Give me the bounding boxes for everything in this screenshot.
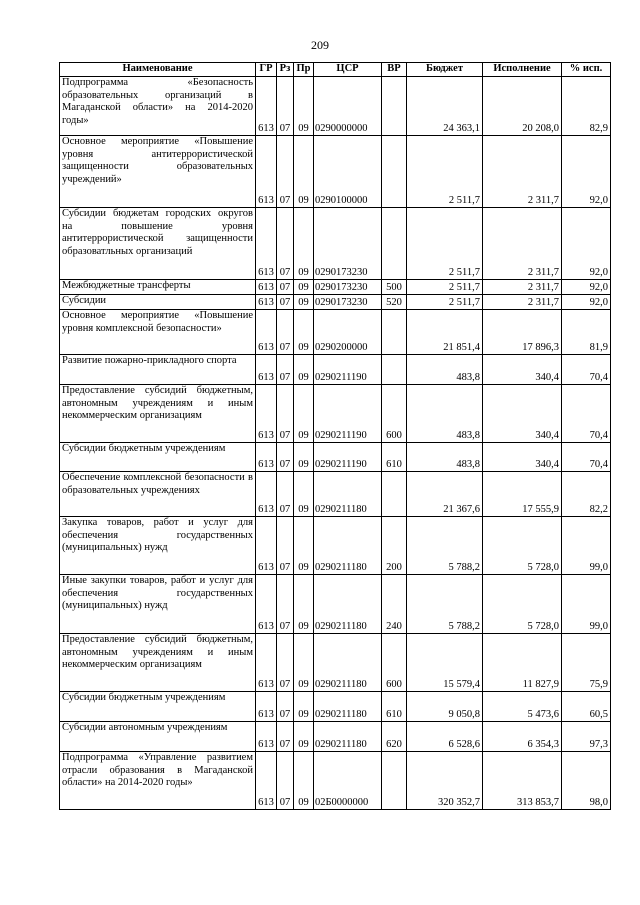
cell-execution: 340,4	[483, 385, 562, 443]
cell-vr: 610	[382, 443, 407, 472]
cell-pr: 09	[294, 634, 314, 692]
cell-pr: 09	[294, 722, 314, 752]
cell-budget: 2 511,7	[407, 208, 483, 280]
cell-budget: 2 511,7	[407, 295, 483, 310]
table-row	[60, 355, 611, 385]
cell-gr: 613	[256, 575, 277, 634]
cell-execution: 2 311,7	[483, 280, 562, 295]
cell-execution: 2 311,7	[483, 295, 562, 310]
cell-name: Подпрограмма «Управление развитием отрасли образования в Магаданской области» на 2014-2020 годы»	[60, 752, 256, 810]
cell-pr: 09	[294, 355, 314, 385]
cell-percent: 70,4	[562, 355, 611, 385]
cell-pr: 09	[294, 280, 314, 295]
cell-name: Межбюджетные трансферты	[60, 280, 256, 295]
header-gr: ГР	[256, 63, 277, 77]
cell-gr: 613	[256, 385, 277, 443]
cell-rz: 07	[277, 575, 294, 634]
table-row	[60, 722, 611, 752]
cell-budget: 483,8	[407, 355, 483, 385]
cell-csr: 0290173230	[314, 280, 382, 295]
table-row	[60, 310, 611, 355]
cell-execution: 20 208,0	[483, 77, 562, 136]
cell-csr: 0290000000	[314, 77, 382, 136]
cell-budget: 5 788,2	[407, 517, 483, 575]
cell-csr: 0290100000	[314, 136, 382, 208]
table-row	[60, 634, 611, 692]
cell-percent: 92,0	[562, 136, 611, 208]
cell-name: Субсидии	[60, 295, 256, 310]
cell-vr	[382, 752, 407, 810]
header-rz: Рз	[277, 63, 294, 77]
cell-percent: 75,9	[562, 634, 611, 692]
cell-execution: 2 311,7	[483, 136, 562, 208]
cell-percent: 92,0	[562, 208, 611, 280]
cell-rz: 07	[277, 310, 294, 355]
cell-rz: 07	[277, 355, 294, 385]
cell-csr: 0290211190	[314, 443, 382, 472]
cell-gr: 613	[256, 295, 277, 310]
cell-vr: 600	[382, 634, 407, 692]
cell-vr: 500	[382, 280, 407, 295]
cell-percent: 99,0	[562, 575, 611, 634]
cell-gr: 613	[256, 517, 277, 575]
cell-execution: 5 728,0	[483, 517, 562, 575]
cell-vr	[382, 472, 407, 517]
cell-rz: 07	[277, 472, 294, 517]
cell-budget: 483,8	[407, 385, 483, 443]
cell-csr: 0290211180	[314, 634, 382, 692]
table-row	[60, 295, 611, 310]
cell-vr	[382, 136, 407, 208]
cell-csr: 0290211190	[314, 385, 382, 443]
header-vr: ВР	[382, 63, 407, 77]
cell-name: Субсидии автономным учреждениям	[60, 722, 256, 752]
cell-name: Закупка товаров, работ и услуг для обеспечения государственных (муниципальных) нужд	[60, 517, 256, 575]
cell-csr: 0290211180	[314, 472, 382, 517]
table-row	[60, 692, 611, 722]
cell-gr: 613	[256, 355, 277, 385]
table-row	[60, 77, 611, 136]
header-row	[60, 63, 611, 77]
cell-rz: 07	[277, 77, 294, 136]
cell-gr: 613	[256, 310, 277, 355]
cell-pr: 09	[294, 575, 314, 634]
cell-csr: 0290173230	[314, 295, 382, 310]
cell-budget: 2 511,7	[407, 280, 483, 295]
cell-budget: 483,8	[407, 443, 483, 472]
cell-csr: 0290211180	[314, 517, 382, 575]
cell-vr	[382, 77, 407, 136]
header-budget: Бюджет	[407, 63, 483, 77]
table-row	[60, 443, 611, 472]
table-row	[60, 280, 611, 295]
cell-pr: 09	[294, 77, 314, 136]
cell-gr: 613	[256, 77, 277, 136]
cell-rz: 07	[277, 752, 294, 810]
table-row	[60, 208, 611, 280]
header-percent: % исп.	[562, 63, 611, 77]
table-row	[60, 517, 611, 575]
table-header	[60, 63, 611, 77]
cell-name: Субсидии бюджетным учреждениям	[60, 692, 256, 722]
table-row	[60, 385, 611, 443]
cell-name: Предоставление субсидий бюджетным, автономным учреждениям и иным некоммерческим организациям	[60, 385, 256, 443]
cell-gr: 613	[256, 472, 277, 517]
cell-percent: 60,5	[562, 692, 611, 722]
cell-csr: 0290211180	[314, 575, 382, 634]
cell-name: Предоставление субсидий бюджетным, автономным учреждениям и иным некоммерческим организациям	[60, 634, 256, 692]
cell-vr: 610	[382, 692, 407, 722]
table-row	[60, 136, 611, 208]
cell-pr: 09	[294, 385, 314, 443]
cell-csr: 0290173230	[314, 208, 382, 280]
cell-budget: 6 528,6	[407, 722, 483, 752]
cell-gr: 613	[256, 208, 277, 280]
cell-execution: 340,4	[483, 355, 562, 385]
cell-percent: 92,0	[562, 280, 611, 295]
cell-name: Иные закупки товаров, работ и услуг для обеспечения государственных (муниципальных) нужд	[60, 575, 256, 634]
cell-csr: 0290200000	[314, 310, 382, 355]
cell-pr: 09	[294, 517, 314, 575]
cell-rz: 07	[277, 280, 294, 295]
table-row	[60, 752, 611, 810]
cell-pr: 09	[294, 310, 314, 355]
cell-percent: 99,0	[562, 517, 611, 575]
cell-percent: 82,9	[562, 77, 611, 136]
cell-rz: 07	[277, 634, 294, 692]
table-row	[60, 575, 611, 634]
cell-execution: 17 896,3	[483, 310, 562, 355]
cell-vr	[382, 310, 407, 355]
cell-rz: 07	[277, 385, 294, 443]
cell-gr: 613	[256, 443, 277, 472]
cell-name: Основное мероприятие «Повышение уровня комплексной безопасности»	[60, 310, 256, 355]
cell-gr: 613	[256, 752, 277, 810]
cell-execution: 17 555,9	[483, 472, 562, 517]
cell-name: Подпрограмма «Безопасность образовательных организаций в Магаданской области» на 2014-2020 годы»	[60, 77, 256, 136]
cell-gr: 613	[256, 634, 277, 692]
table-body	[60, 77, 611, 810]
header-name: Наименование	[60, 63, 256, 77]
cell-execution: 2 311,7	[483, 208, 562, 280]
cell-gr: 613	[256, 280, 277, 295]
cell-execution: 5 728,0	[483, 575, 562, 634]
cell-rz: 07	[277, 517, 294, 575]
cell-execution: 313 853,7	[483, 752, 562, 810]
header-pr: Пр	[294, 63, 314, 77]
cell-budget: 21 367,6	[407, 472, 483, 517]
cell-vr	[382, 208, 407, 280]
cell-execution: 340,4	[483, 443, 562, 472]
cell-pr: 09	[294, 443, 314, 472]
header-csr: ЦСР	[314, 63, 382, 77]
cell-percent: 70,4	[562, 443, 611, 472]
cell-pr: 09	[294, 692, 314, 722]
cell-pr: 09	[294, 136, 314, 208]
cell-rz: 07	[277, 136, 294, 208]
cell-budget: 15 579,4	[407, 634, 483, 692]
cell-pr: 09	[294, 472, 314, 517]
cell-vr: 200	[382, 517, 407, 575]
cell-csr: 02Б0000000	[314, 752, 382, 810]
cell-vr	[382, 355, 407, 385]
cell-vr: 600	[382, 385, 407, 443]
cell-execution: 5 473,6	[483, 692, 562, 722]
cell-percent: 70,4	[562, 385, 611, 443]
cell-gr: 613	[256, 136, 277, 208]
cell-rz: 07	[277, 295, 294, 310]
cell-rz: 07	[277, 722, 294, 752]
cell-budget: 5 788,2	[407, 575, 483, 634]
cell-percent: 81,9	[562, 310, 611, 355]
cell-budget: 21 851,4	[407, 310, 483, 355]
cell-budget: 24 363,1	[407, 77, 483, 136]
cell-name: Основное мероприятие «Повышение уровня антитеррористической защищенности образовательных учреждений»	[60, 136, 256, 208]
cell-csr: 0290211180	[314, 692, 382, 722]
cell-budget: 320 352,7	[407, 752, 483, 810]
cell-csr: 0290211190	[314, 355, 382, 385]
cell-name: Обеспечение комплексной безопасности в образовательных учреждениях	[60, 472, 256, 517]
cell-csr: 0290211180	[314, 722, 382, 752]
table-row	[60, 472, 611, 517]
cell-rz: 07	[277, 208, 294, 280]
page-number: 209	[311, 38, 329, 52]
header-execution: Исполнение	[483, 63, 562, 77]
cell-vr: 240	[382, 575, 407, 634]
budget-table	[59, 62, 611, 810]
cell-execution: 11 827,9	[483, 634, 562, 692]
cell-percent: 92,0	[562, 295, 611, 310]
cell-percent: 97,3	[562, 722, 611, 752]
cell-gr: 613	[256, 722, 277, 752]
cell-budget: 2 511,7	[407, 136, 483, 208]
cell-name: Субсидии бюджетам городских округов на повышение уровня антитеррористической защищенности образоватльных организаций	[60, 208, 256, 280]
cell-gr: 613	[256, 692, 277, 722]
cell-vr: 620	[382, 722, 407, 752]
cell-rz: 07	[277, 692, 294, 722]
cell-name: Субсидии бюджетным учреждениям	[60, 443, 256, 472]
cell-budget: 9 050,8	[407, 692, 483, 722]
cell-percent: 98,0	[562, 752, 611, 810]
cell-pr: 09	[294, 295, 314, 310]
cell-percent: 82,2	[562, 472, 611, 517]
cell-name: Развитие пожарно-прикладного спорта	[60, 355, 256, 385]
cell-rz: 07	[277, 443, 294, 472]
cell-pr: 09	[294, 752, 314, 810]
cell-pr: 09	[294, 208, 314, 280]
cell-vr: 520	[382, 295, 407, 310]
cell-execution: 6 354,3	[483, 722, 562, 752]
